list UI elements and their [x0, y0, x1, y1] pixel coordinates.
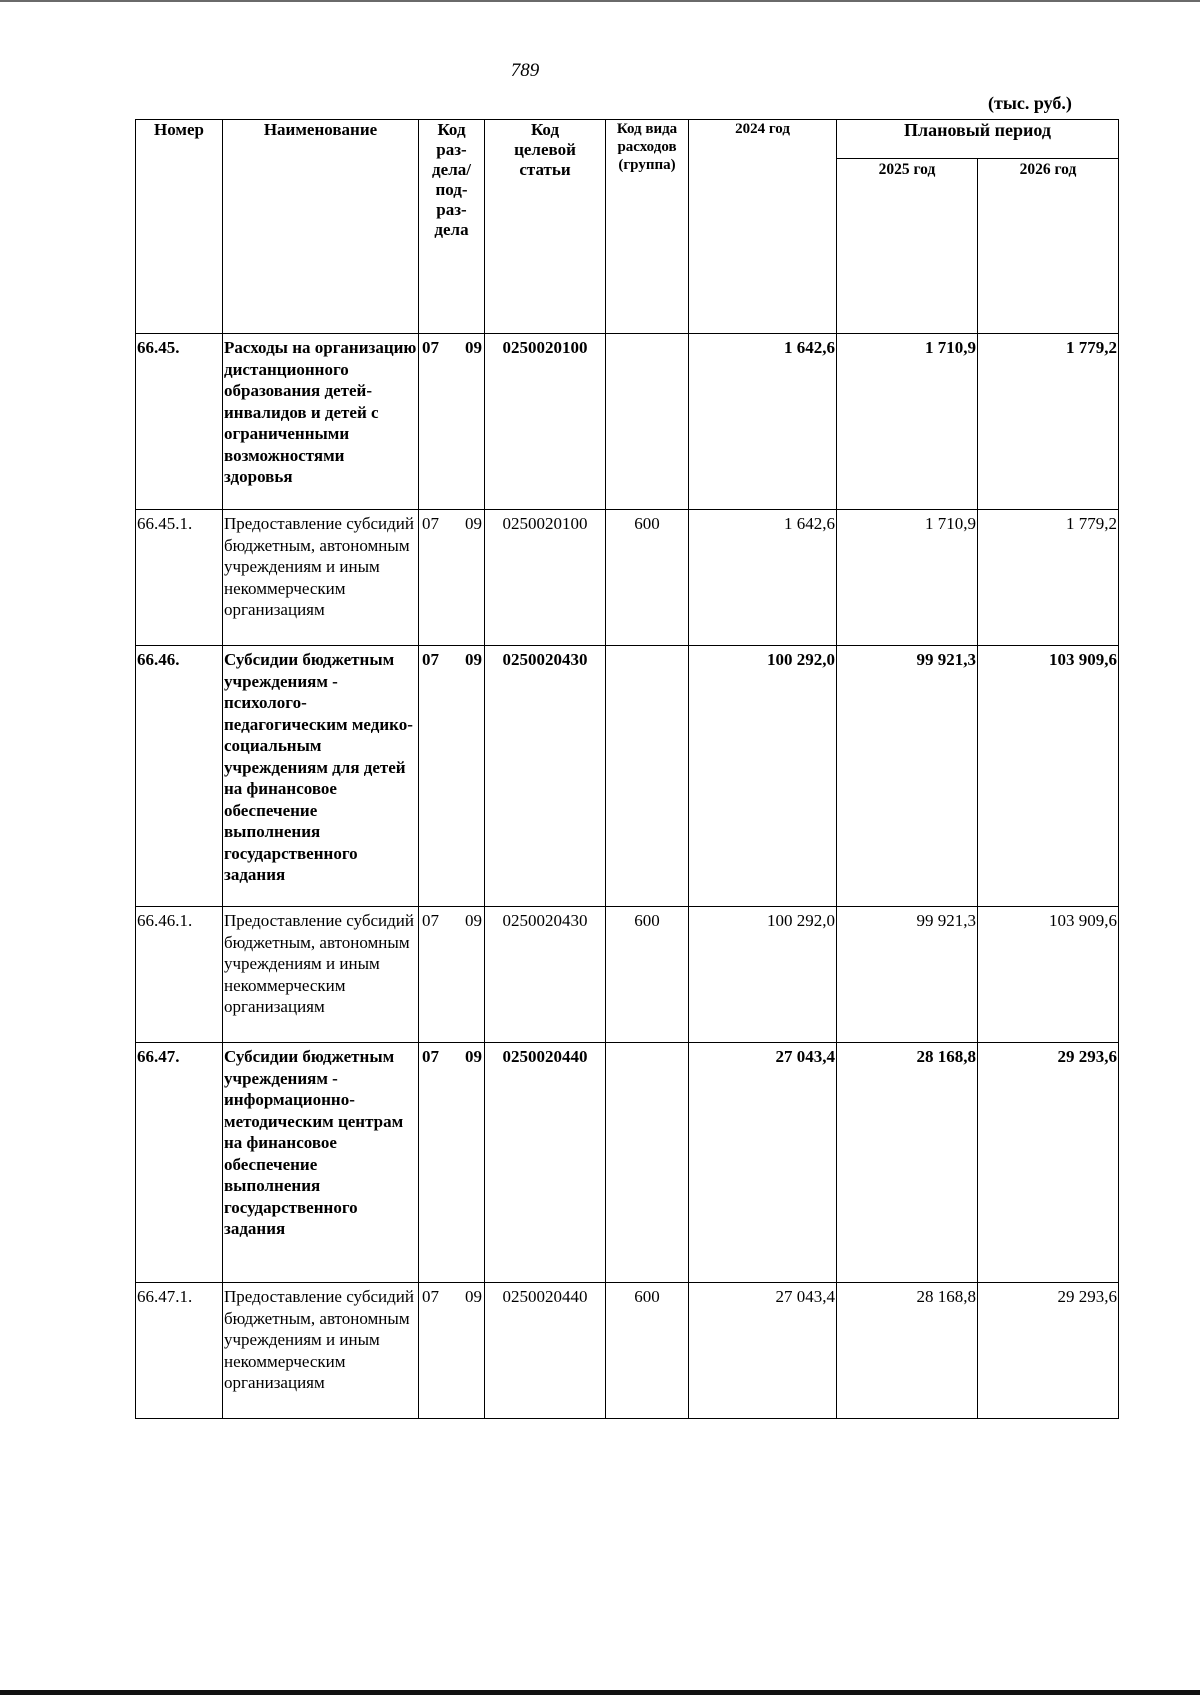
- table-row: [136, 510, 1119, 646]
- row-amount-2025: 28 168,8: [837, 1043, 978, 1283]
- row-name: Предоставление субсидий бюджетным, автономным учреждениям и иным некоммерческим организациям: [223, 510, 419, 646]
- section: 07: [422, 338, 439, 357]
- row-target-code: 0250020100: [485, 334, 606, 510]
- row-target-code: 0250020430: [485, 907, 606, 1043]
- row-amount-2026: 103 909,6: [978, 907, 1119, 1043]
- table-row: [136, 1283, 1119, 1419]
- subsection: 09: [465, 1287, 482, 1306]
- subsection: 09: [465, 1047, 482, 1066]
- header-number: Номер: [136, 120, 223, 334]
- section: 07: [422, 650, 439, 669]
- row-amount-2025: 1 710,9: [837, 334, 978, 510]
- row-amount-2025: 1 710,9: [837, 510, 978, 646]
- row-amount-2024: 100 292,0: [689, 907, 837, 1043]
- row-amount-2026: 1 779,2: [978, 510, 1119, 646]
- row-name: Предоставление субсидий бюджетным, автономным учреждениям и иным некоммерческим организациям: [223, 1283, 419, 1419]
- row-section-code: [419, 334, 485, 510]
- header-row: [136, 120, 1119, 159]
- row-name: Предоставление субсидий бюджетным, автономным учреждениям и иным некоммерческим организациям: [223, 907, 419, 1043]
- subsection: 09: [465, 911, 482, 930]
- scan-top-edge: [0, 0, 1200, 2]
- row-amount-2024: 27 043,4: [689, 1283, 837, 1419]
- scan-bottom-edge: [0, 1690, 1200, 1695]
- table-row: [136, 1043, 1119, 1283]
- header-section-code: Код раз- дела/ под- раз- дела: [419, 120, 485, 334]
- table-row: [136, 646, 1119, 907]
- section: 07: [422, 1287, 439, 1306]
- row-number: 66.47.1.: [136, 1283, 223, 1419]
- header-target-code: Код целевой статьи: [485, 120, 606, 334]
- row-number: 66.46.: [136, 646, 223, 907]
- section: 07: [422, 514, 439, 533]
- subsection: 09: [465, 514, 482, 533]
- table-row: [136, 907, 1119, 1043]
- section: 07: [422, 911, 439, 930]
- row-section-code: [419, 510, 485, 646]
- units-label: (тыс. руб.): [988, 93, 1072, 113]
- subsection: 09: [465, 650, 482, 669]
- table-row: [136, 334, 1119, 510]
- row-amount-2024: 100 292,0: [689, 646, 837, 907]
- row-amount-2026: 29 293,6: [978, 1043, 1119, 1283]
- header-year-2026: 2026 год: [978, 159, 1119, 334]
- row-number: 66.45.1.: [136, 510, 223, 646]
- row-expense-type: [606, 646, 689, 907]
- row-target-code: 0250020430: [485, 646, 606, 907]
- row-expense-type: [606, 1043, 689, 1283]
- row-amount-2025: 99 921,3: [837, 907, 978, 1043]
- row-target-code: 0250020100: [485, 510, 606, 646]
- row-amount-2024: 1 642,6: [689, 334, 837, 510]
- row-name: Субсидии бюджетным учреждениям - информационно-методическим центрам на финансовое обеспечение выполнения государственного задания: [223, 1043, 419, 1283]
- row-amount-2026: 103 909,6: [978, 646, 1119, 907]
- header-year-2024: 2024 год: [689, 120, 837, 334]
- row-expense-type: [606, 334, 689, 510]
- row-expense-type: 600: [606, 1283, 689, 1419]
- row-amount-2024: 27 043,4: [689, 1043, 837, 1283]
- row-section-code: [419, 907, 485, 1043]
- row-number: 66.45.: [136, 334, 223, 510]
- row-section-code: [419, 646, 485, 907]
- row-amount-2026: 1 779,2: [978, 334, 1119, 510]
- row-expense-type: 600: [606, 907, 689, 1043]
- row-expense-type: 600: [606, 510, 689, 646]
- header-expense-type: Код вида расходов (группа): [606, 120, 689, 334]
- row-target-code: 0250020440: [485, 1283, 606, 1419]
- row-name: Субсидии бюджетным учреждениям - психолого-педагогическим медико-социальным учреждениям для детей на финансовое обеспечение выполнения государственного задания: [223, 646, 419, 907]
- row-section-code: [419, 1043, 485, 1283]
- row-name: Расходы на организацию дистанционного образования детей-инвалидов и детей с ограниченными возможностями здоровья: [223, 334, 419, 510]
- row-amount-2026: 29 293,6: [978, 1283, 1119, 1419]
- page-number: 789: [510, 60, 540, 81]
- section: 07: [422, 1047, 439, 1066]
- row-amount-2024: 1 642,6: [689, 510, 837, 646]
- row-number: 66.47.: [136, 1043, 223, 1283]
- row-number: 66.46.1.: [136, 907, 223, 1043]
- header-name: Наименование: [223, 120, 419, 334]
- row-amount-2025: 99 921,3: [837, 646, 978, 907]
- row-section-code: [419, 1283, 485, 1419]
- row-target-code: 0250020440: [485, 1043, 606, 1283]
- row-amount-2025: 28 168,8: [837, 1283, 978, 1419]
- header-year-2025: 2025 год: [837, 159, 978, 334]
- subsection: 09: [465, 338, 482, 357]
- budget-table: [135, 119, 1119, 1419]
- header-planning-period: Плановый период: [837, 120, 1119, 159]
